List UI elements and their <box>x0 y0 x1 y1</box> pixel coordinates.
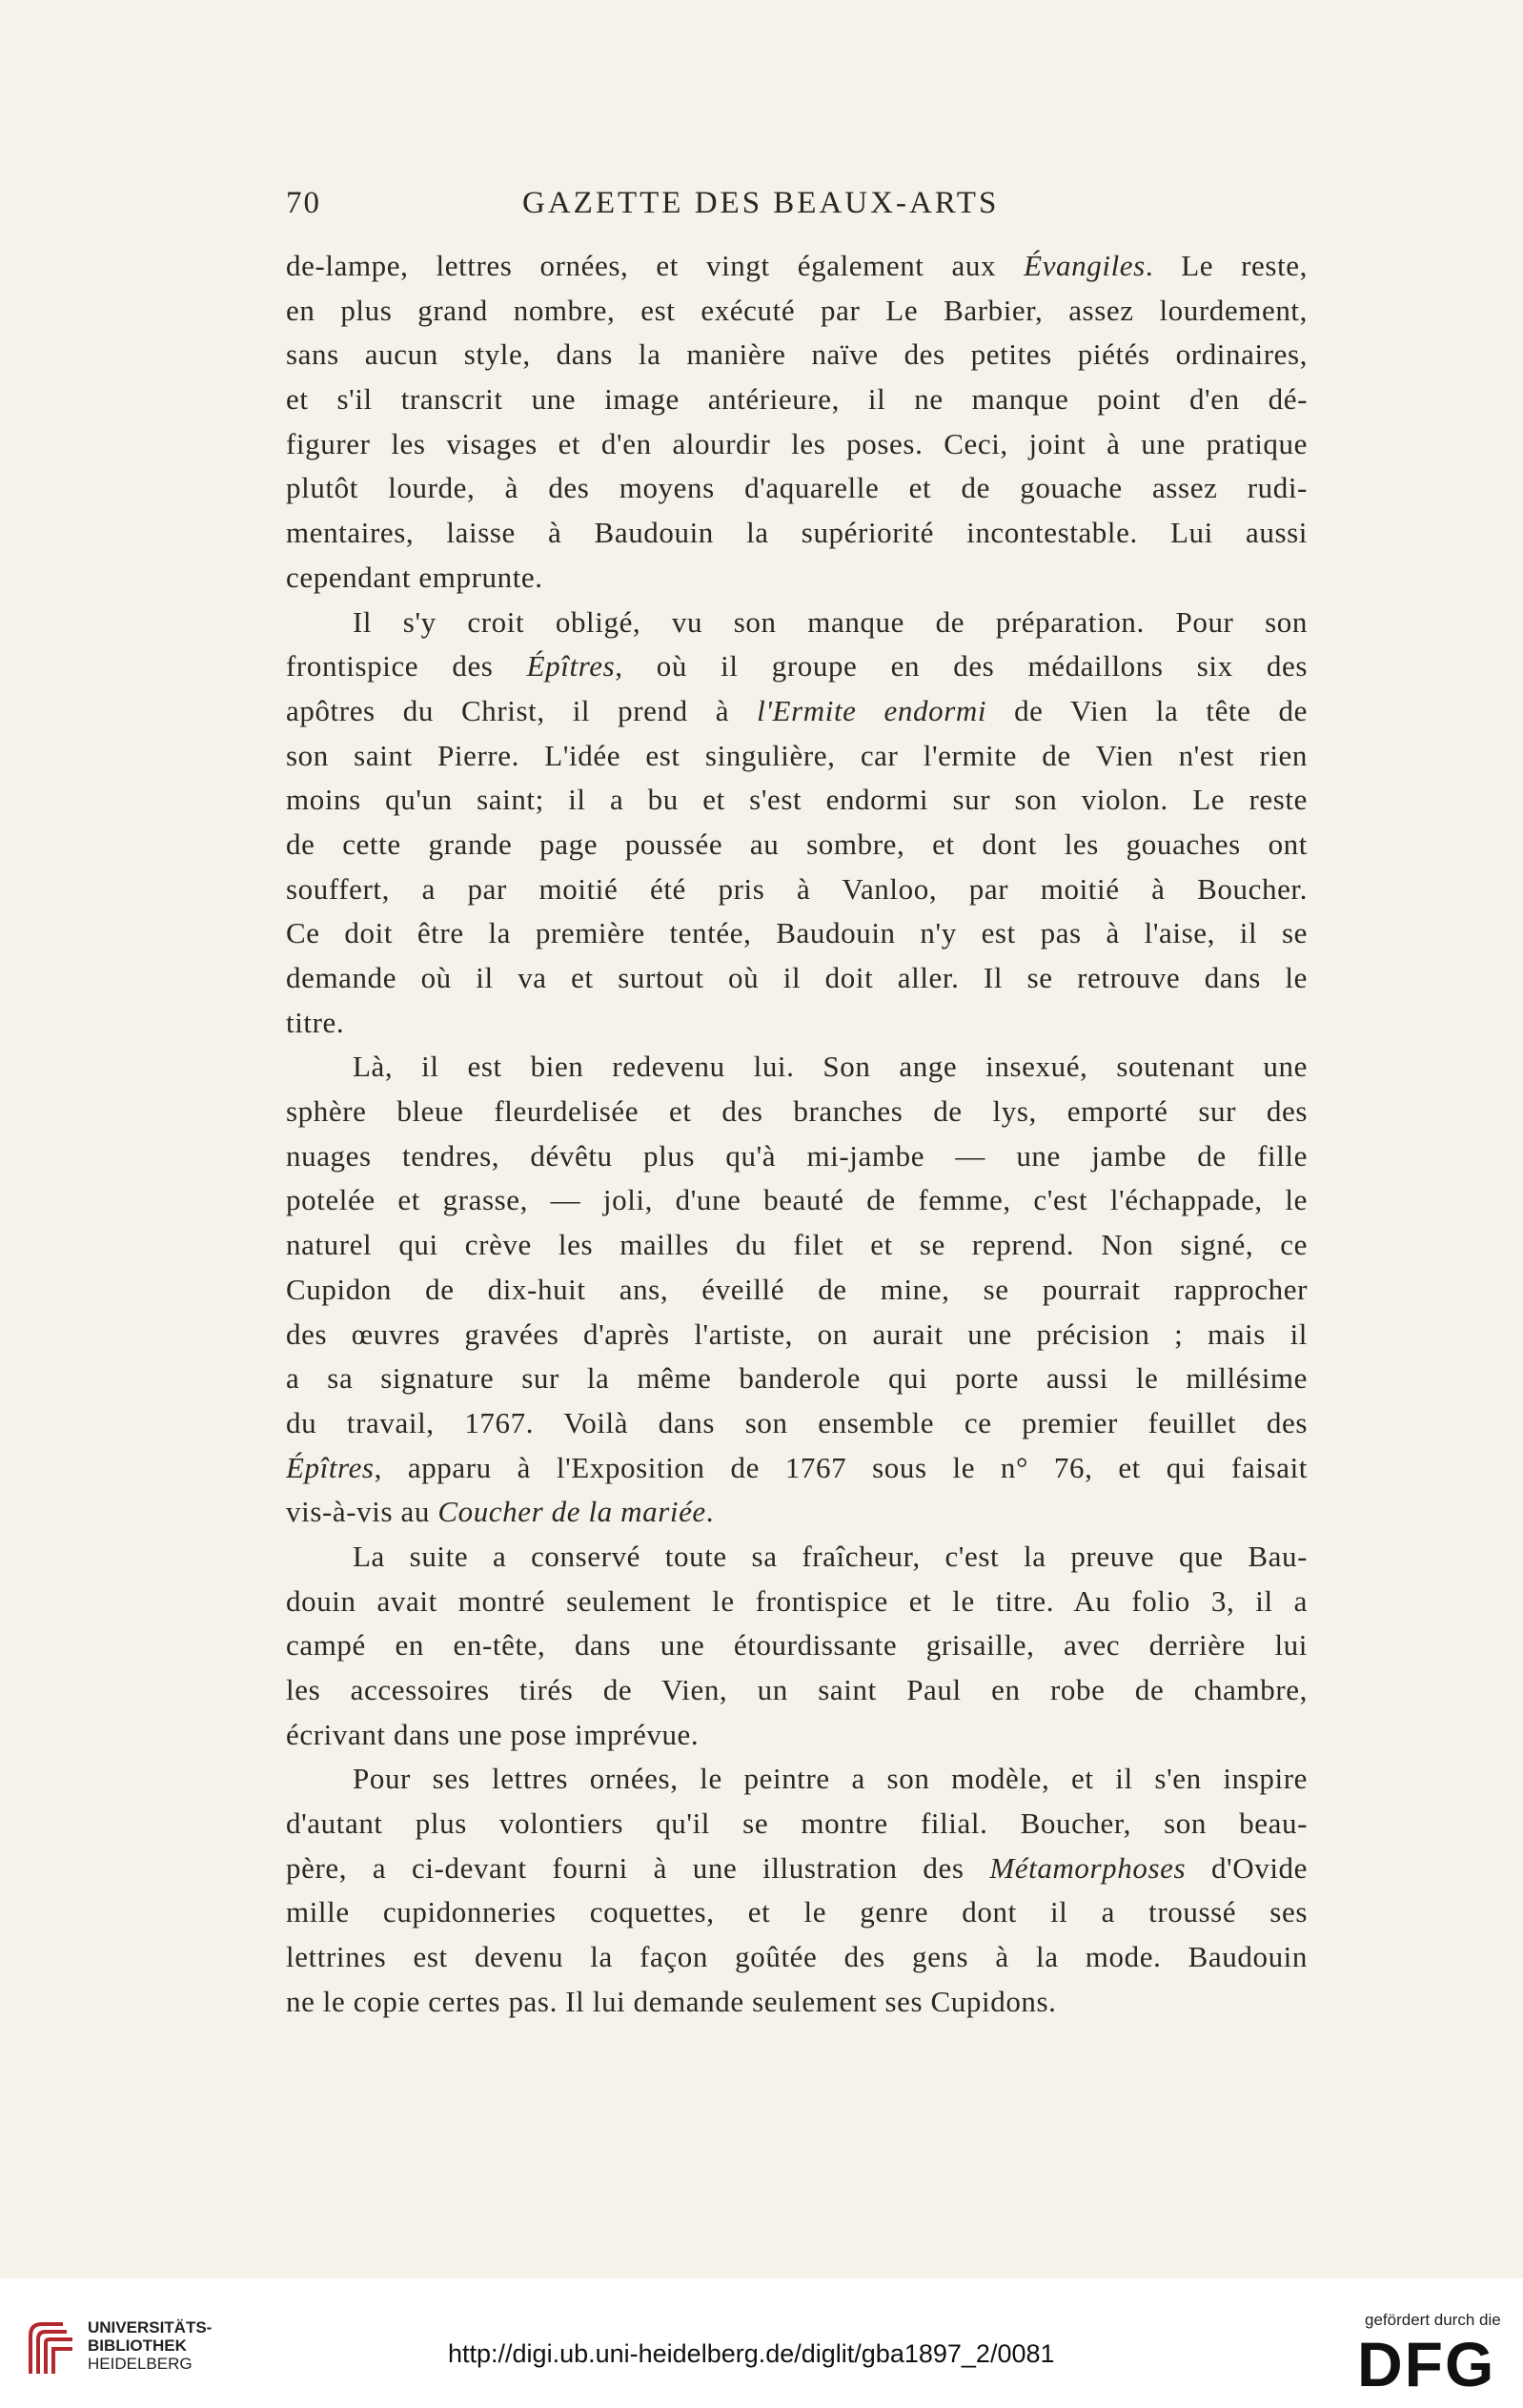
text-run: ne le copie certes pas. Il lui demande seulement ses Cupidons. <box>286 1984 1057 2018</box>
text-line <box>286 1890 1308 1935</box>
text-run: plutôt lourde, à des moyens d'aquarelle et de gouache assez rudi- <box>286 471 1308 505</box>
text-line <box>286 1668 1308 1713</box>
text-line <box>286 1490 1308 1535</box>
text-run: et s'il transcrit une image antérieure, il ne manque point d'en dé- <box>286 382 1308 417</box>
university-library-logo-icon <box>25 2315 78 2381</box>
text-line <box>286 556 1308 601</box>
text-run: sphère bleue fleurdelisée et des branches de lys, emporté sur des <box>286 1094 1308 1129</box>
text-run: titre. <box>286 1005 345 1039</box>
text-line <box>286 1713 1308 1758</box>
text-line <box>286 1935 1308 1980</box>
text-run: les accessoires tirés de Vien, un saint Paul en robe de chambre, <box>286 1673 1308 1706</box>
text-run: moins qu'un saint; il a bu et s'est endormi sur son violon. Le reste <box>286 783 1308 817</box>
journal-title: GAZETTE DES BEAUX-ARTS <box>522 186 1000 220</box>
library-name-line2: BIBLIOTHEK <box>88 2337 187 2355</box>
text-line <box>286 1223 1308 1268</box>
text-line <box>286 1802 1308 1847</box>
italic-title: Épîtres, <box>526 649 623 684</box>
text-line <box>286 1580 1308 1624</box>
text-run: . Le reste, <box>1145 249 1308 282</box>
text-run: son saint Pierre. L'idée est singulière, car l'ermite de Vien n'est rien <box>286 738 1308 772</box>
article-body <box>286 244 1308 2025</box>
text-line <box>286 823 1308 867</box>
text-line <box>286 644 1308 689</box>
text-line <box>286 911 1308 956</box>
text-line <box>286 1090 1308 1134</box>
text-line <box>286 466 1308 511</box>
digitization-footer <box>0 2278 1523 2408</box>
text-run: mentaires, laisse à Baudouin la supériorité incontestable. Lui aussi <box>286 516 1308 550</box>
text-run: Ce doit être la première tentée, Baudouin n'y est pas à l'aise, il se <box>286 916 1308 950</box>
text-run: père, a ci-devant fourni à une illustration des <box>286 1850 990 1885</box>
text-run: mille cupidonneries coquettes, et le genre dont il a troussé ses <box>286 1895 1308 1929</box>
text-run: demande où il va et surtout où il doit aller. Il se retrouve dans le <box>286 961 1308 994</box>
text-line <box>286 1980 1308 2025</box>
italic-title: Épîtres <box>286 1450 375 1484</box>
text-line <box>286 689 1308 734</box>
text-line <box>286 601 1308 645</box>
text-run: nuages tendres, dévêtu plus qu'à mi-jambe — une jambe de fille <box>286 1138 1308 1173</box>
text-run: apôtres du Christ, il prend à <box>286 693 758 727</box>
text-line <box>286 867 1308 912</box>
text-run: potelée et grasse, — joli, d'une beauté de femme, c'est l'échappade, le <box>286 1183 1308 1217</box>
text-run: a sa signature sur la même banderole qui porte aussi le millésime <box>286 1361 1308 1396</box>
library-name-line3: HEIDELBERG <box>88 2355 193 2373</box>
text-run: écrivant dans une pose imprévue. <box>286 1717 700 1751</box>
dfg-logo: DFG <box>1357 2329 1496 2399</box>
italic-title: Coucher de la mariée <box>437 1495 706 1529</box>
text-line <box>286 333 1308 378</box>
text-line <box>286 1313 1308 1357</box>
library-name <box>88 2318 212 2373</box>
text-line <box>286 1757 1308 1802</box>
text-line <box>286 244 1308 289</box>
text-run: d'Ovide <box>1186 1850 1308 1885</box>
text-line <box>286 1357 1308 1401</box>
text-run: naturel qui crève les mailles du filet et se reprend. Non signé, ce <box>286 1228 1308 1262</box>
text-line <box>286 956 1308 1001</box>
text-run: cependant emprunte. <box>286 560 543 594</box>
text-line <box>286 1446 1308 1491</box>
text-line <box>286 1268 1308 1313</box>
paragraph <box>286 1757 1308 2024</box>
text-run: où il groupe en des médaillons six des <box>622 649 1308 684</box>
text-line <box>286 422 1308 467</box>
text-run: lettrines est devenu la façon goûtée des gens à la mode. Baudouin <box>286 1940 1308 1974</box>
italic-title: Évangiles <box>1024 249 1146 282</box>
text-line <box>286 289 1308 334</box>
text-run: Cupidon de dix-huit ans, éveillé de mine, se pourrait rapprocher <box>286 1272 1308 1306</box>
text-run: sans aucun style, dans la manière naïve des petites piétés ordinaires, <box>286 337 1308 372</box>
paragraph <box>286 1045 1308 1535</box>
text-run: de-lampe, lettres ornées, et vingt également aux <box>286 249 1025 282</box>
text-line <box>286 1134 1308 1179</box>
text-run: Là, il est bien redevenu lui. Son ange insexué, soutenant une <box>353 1050 1308 1084</box>
text-run: campé en en-tête, dans une étourdissante grisaille, avec derrière lui <box>286 1628 1308 1663</box>
text-line <box>286 1847 1308 1891</box>
library-name-line1: UNIVERSITÄTS- <box>88 2318 213 2337</box>
text-run: . <box>705 1495 715 1529</box>
text-line <box>286 1001 1308 1046</box>
text-run: d'autant plus volontiers qu'il se montre filial. Boucher, son beau- <box>286 1806 1308 1841</box>
text-run: du travail, 1767. Voilà dans son ensemble ce premier feuillet des <box>286 1405 1308 1439</box>
text-run: vis-à-vis au <box>286 1495 438 1529</box>
text-line <box>286 1045 1308 1090</box>
paragraph <box>286 244 1308 601</box>
text-run: frontispice des <box>286 649 527 684</box>
text-line <box>286 734 1308 779</box>
permalink-url[interactable]: http://digi.ub.uni-heidelberg.de/diglit/gba1897_2/0081 <box>448 2339 1055 2368</box>
text-run: Pour ses lettres ornées, le peintre a son modèle, et il s'en inspire <box>353 1762 1308 1796</box>
text-line <box>286 1535 1308 1580</box>
text-run: en plus grand nombre, est exécuté par Le Barbier, assez lourdement, <box>286 293 1308 327</box>
funded-by-label: gefördert durch die <box>1365 2311 1501 2329</box>
text-line <box>286 378 1308 422</box>
text-run: Il s'y croit obligé, vu son manque de préparation. Pour son <box>353 604 1308 639</box>
paragraph <box>286 601 1308 1046</box>
text-run: La suite a conservé toute sa fraîcheur, c'est la preuve que Bau- <box>353 1539 1308 1573</box>
text-run: de Vien la tête de <box>986 693 1308 727</box>
page-number: 70 <box>286 186 321 220</box>
text-run: des œuvres gravées d'après l'artiste, on aurait une précision ; mais il <box>286 1316 1308 1351</box>
text-line <box>286 1178 1308 1223</box>
text-line <box>286 778 1308 823</box>
italic-title: Métamorphoses <box>989 1850 1187 1885</box>
text-run: figurer les visages et d'en alourdir les poses. Ceci, joint à une pratique <box>286 426 1308 460</box>
text-line <box>286 511 1308 556</box>
text-run: de cette grande page poussée au sombre, et dont les gouaches ont <box>286 826 1308 861</box>
text-run: douin avait montré seulement le frontispice et le titre. Au folio 3, il a <box>286 1583 1308 1618</box>
italic-title: l'Ermite endormi <box>757 693 987 727</box>
text-line <box>286 1623 1308 1668</box>
paragraph <box>286 1535 1308 1757</box>
text-line <box>286 1401 1308 1446</box>
text-run: , apparu à l'Exposition de 1767 sous le n° 76, et qui faisait <box>374 1450 1308 1484</box>
text-run: souffert, a par moitié été pris à Vanloo, par moitié à Boucher. <box>286 871 1308 906</box>
